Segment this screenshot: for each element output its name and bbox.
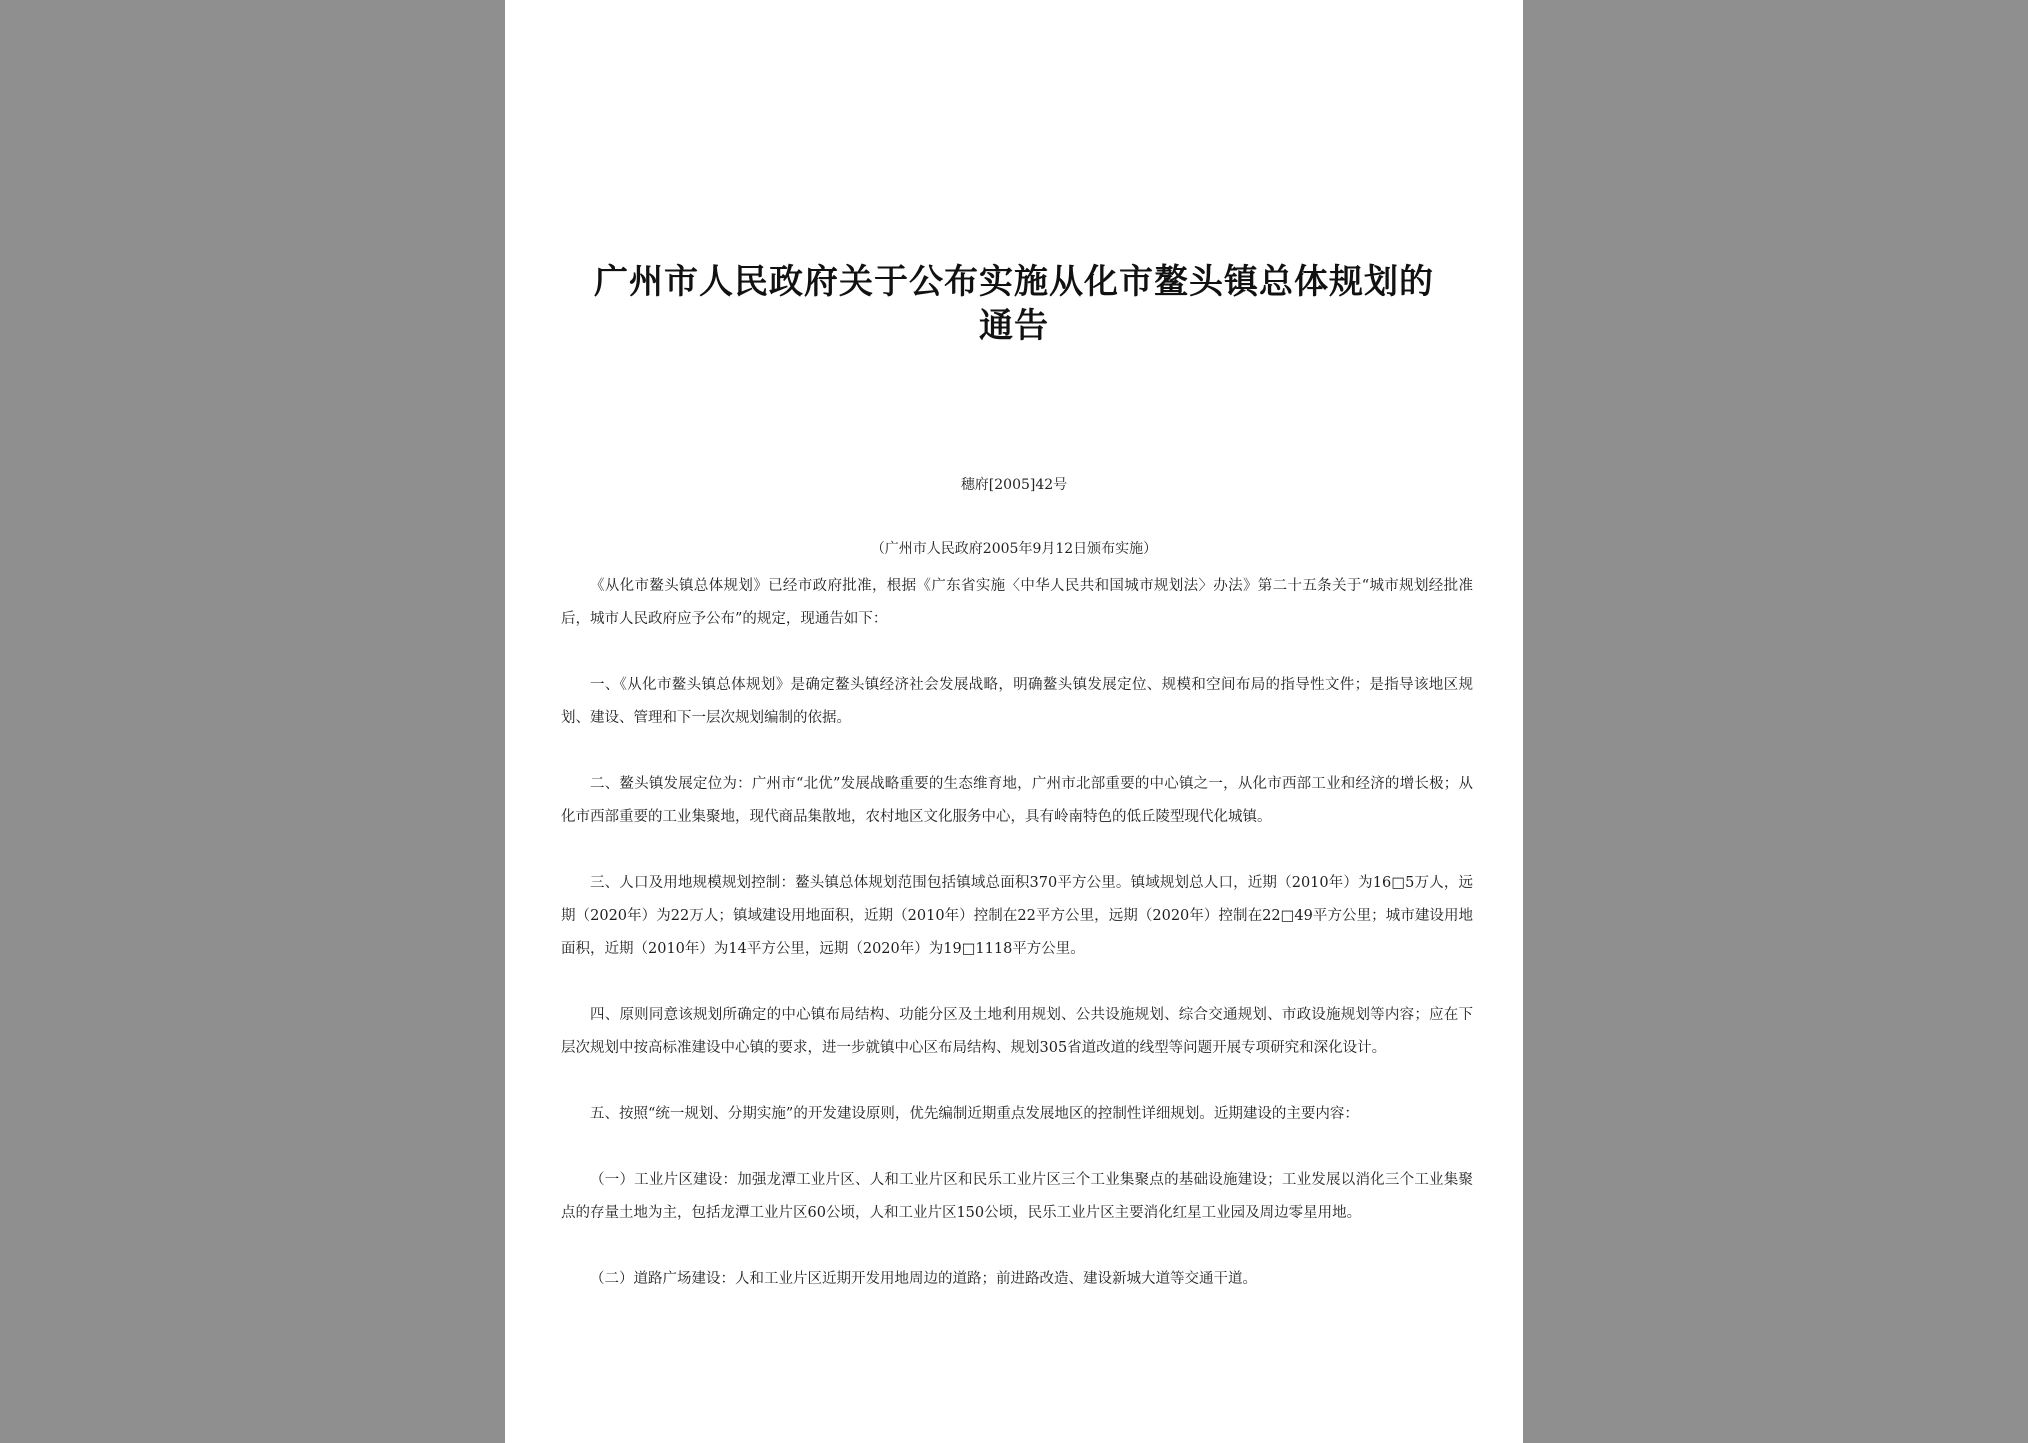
title-line-2: 通告 [979,306,1049,346]
document-body [561,570,1473,1296]
paragraph-item-2: 二、鳌头镇发展定位为：广州市“北优”发展战略重要的生态维育地，广州市北部重要的中心镇之一，从化市西部工业和经济的增长极；从化市西部重要的工业集聚地，现代商品集散地，农村地区文化服务中心，具有岭南特色的低丘陵型现代化城镇。 [561,776,1473,825]
title-line-1: 广州市人民政府关于公布实施从化市鳌头镇总体规划的 [594,262,1434,302]
paragraph-item-3: 三、人口及用地规模规划控制：鳌头镇总体规划范围包括镇域总面积370平方公里。镇域规划总人口，近期（2010年）为16□5万人，远期（2020年）为22万人；镇域建设用地面积，近期（2010年）控制在22平方公里，远期（2020年）控制在22□49平方公里；城市建设用地面积，近期（2010年）为14平方公里，远期（2020年）为19□1118平方公里。 [561,875,1473,957]
document-number: 穗府[2005]42号 [960,477,1068,493]
issued-note: （广州市人民政府2005年9月12日颁布实施） [870,541,1158,557]
paragraph-subitem-2: （二）道路广场建设：人和工业片区近期开发用地周边的道路；前进路改造、建设新城大道等交通干道。 [590,1271,1257,1287]
paragraph-item-5: 五、按照“统一规划、分期实施”的开发建设原则，优先编制近期重点发展地区的控制性详细规划。近期建设的主要内容： [590,1106,1359,1122]
paragraph-intro: 《从化市鳌头镇总体规划》已经市政府批准，根据《广东省实施〈中华人民共和国城市规划法〉办法》第二十五条关于“城市规划经批准后，城市人民政府应予公布”的规定，现通告如下： [561,578,1473,627]
document-page [505,0,1523,1443]
paragraph-item-4: 四、原则同意该规划所确定的中心镇布局结构、功能分区及土地利用规划、公共设施规划、综合交通规划、市政设施规划等内容；应在下层次规划中按高标准建设中心镇的要求，进一步就镇中心区布局结构、规划305省道改道的线型等问题开展专项研究和深化设计。 [561,1007,1473,1056]
document-title [505,260,1523,348]
paragraph-subitem-1: （一）工业片区建设：加强龙潭工业片区、人和工业片区和民乐工业片区三个工业集聚点的基础设施建设；工业发展以消化三个工业集聚点的存量土地为主，包括龙潭工业片区60公顷，人和工业片区150公顷，民乐工业片区主要消化红星工业园及周边零星用地。 [561,1172,1473,1221]
paragraph-item-1: 一、《从化市鳌头镇总体规划》是确定鳌头镇经济社会发展战略，明确鳌头镇发展定位、规模和空间布局的指导性文件；是指导该地区规划、建设、管理和下一层次规划编制的依据。 [561,677,1473,726]
